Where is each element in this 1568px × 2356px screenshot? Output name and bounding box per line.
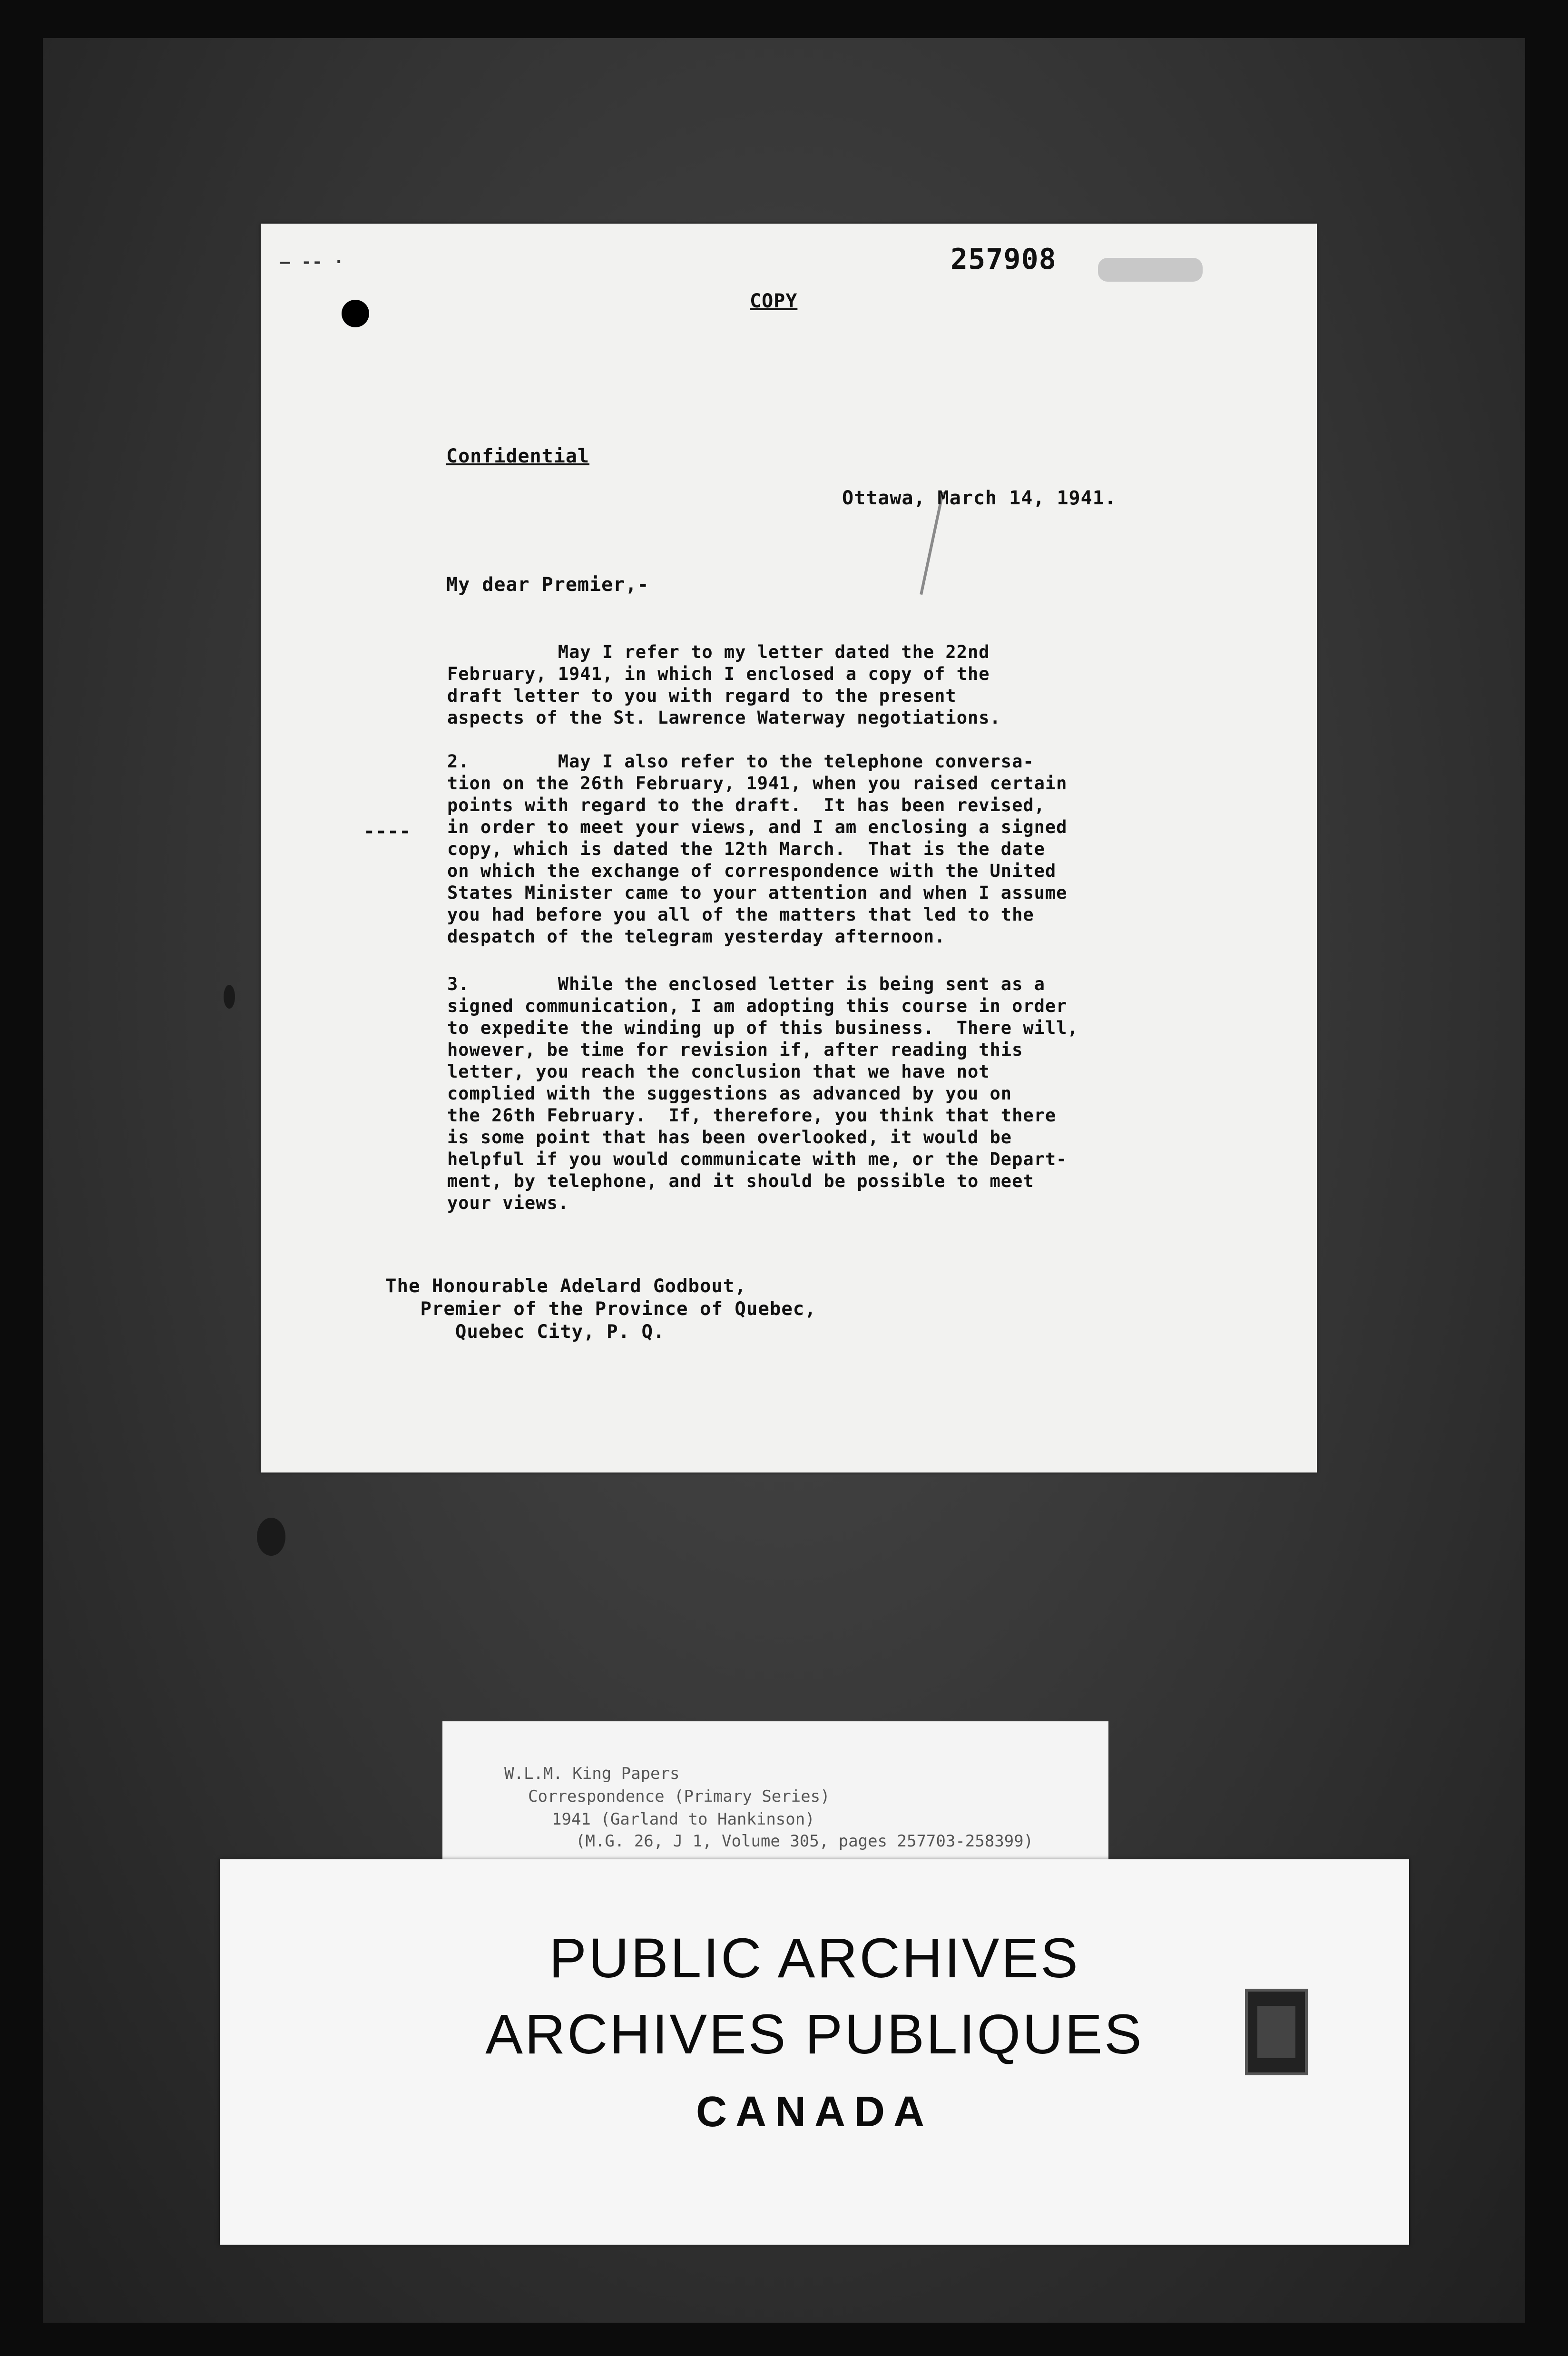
- film-edge-top: [0, 0, 1568, 38]
- salutation: My dear Premier,-: [446, 574, 649, 596]
- margin-dash: ----: [363, 820, 412, 842]
- ink-smudge: [257, 1518, 285, 1556]
- ink-smudge: [224, 985, 235, 1009]
- paragraph-3: 3. While the enclosed letter is being sent as a signed communication, I am adopting this course in order to expedite the winding up of this business. There will, however, be time for revision if, after reading this letter, you reach the conclusion that we have not complied with the suggestions as advanced by you on the 26th February. If, therefore, you think that there is some point that has been overlooked, it would be helpful if you would communicate with me, or the Depart- ment, by telephone, and it should be possible to meet your views.: [447, 974, 1078, 1213]
- film-edge-right: [1525, 0, 1568, 2356]
- film-edge-left: [0, 0, 43, 2356]
- archives-line-french: ARCHIVES PUBLIQUES: [485, 2003, 1144, 2066]
- dateline: Ottawa, March 14, 1941.: [842, 487, 1117, 509]
- archives-line-country: CANADA: [696, 2088, 933, 2136]
- top-marks: — -- ·: [280, 252, 345, 272]
- stamp-inner: [1257, 2006, 1295, 2058]
- punch-hole: [342, 300, 369, 327]
- film-edge-bottom: [0, 2323, 1568, 2356]
- redaction-mark: [1098, 258, 1203, 282]
- paragraph-2: 2. May I also refer to the telephone conversa- tion on the 26th February, 1941, when you raised certain points with regard to the draft. It has been revised, in order to meet your views, and I am enclosing a signed copy, which is dated the 12th March. That is the date on which the exchange of correspondence with the United States Minister came to your attention and when I assume you had before you all of the matters that led to the despatch of the telegram yesterday afternoon.: [447, 751, 1068, 947]
- ref-line-3: 1941 (Garland to Hankinson): [552, 1810, 815, 1829]
- recipient-address: The Honourable Adelard Godbout, Premier of the Province of Quebec, Quebec City, P. Q.: [385, 1276, 816, 1343]
- stamp-box: [1245, 1989, 1308, 2075]
- archives-label: [220, 1859, 1409, 2245]
- paragraph-1: May I refer to my letter dated the 22nd February, 1941, in which I enclosed a copy of the draft letter to you with regard to the present aspects of the St. Lawrence Waterway negotiations.: [447, 642, 1001, 728]
- archives-line-english: PUBLIC ARCHIVES: [549, 1927, 1080, 1990]
- document-number: 257908: [951, 243, 1057, 276]
- copy-heading: COPY: [750, 290, 798, 312]
- reference-card: [442, 1721, 1108, 1864]
- confidential-heading: Confidential: [446, 445, 589, 467]
- ref-line-2: Correspondence (Primary Series): [528, 1787, 830, 1806]
- ref-line-4: (M.G. 26, J 1, Volume 305, pages 257703-258399): [576, 1832, 1034, 1851]
- ref-line-1: W.L.M. King Papers: [504, 1764, 680, 1783]
- letter-sheet: [261, 224, 1317, 1472]
